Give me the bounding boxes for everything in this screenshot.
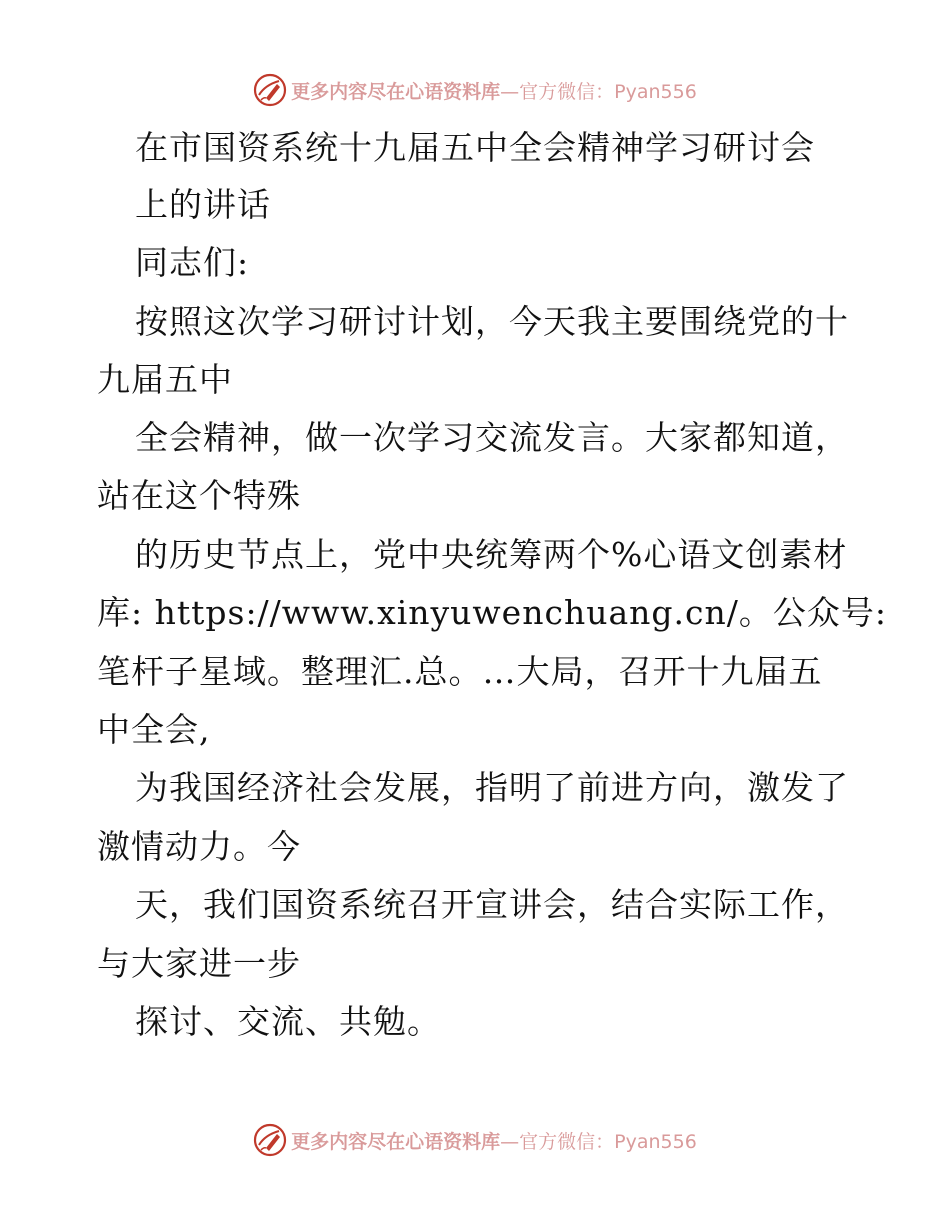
paragraph-line: 中全会, xyxy=(97,710,211,749)
salutation: 同志们: xyxy=(135,243,250,282)
paragraph-line: 按照这次学习研讨计划，今天我主要围绕党的十 xyxy=(135,302,849,341)
paragraph-line: 笔杆子星域。整理汇.总。…大局，召开十九届五 xyxy=(97,652,823,691)
paragraph-line: 库: https://www.xinyuwenchuang.cn/。公众号: xyxy=(97,593,887,632)
watermark-wechat-text: 官方微信：Pyan556 xyxy=(519,80,697,103)
pen-circle-logo-icon xyxy=(253,1123,287,1157)
header-watermark-banner xyxy=(0,70,950,110)
paragraph-line: 与大家进一步 xyxy=(97,944,301,983)
document-title-line-2: 上的讲话 xyxy=(135,185,271,224)
footer-watermark-banner xyxy=(0,1120,950,1160)
paragraph-line: 站在这个特殊 xyxy=(97,476,301,515)
paragraph-line: 全会精神，做一次学习交流发言。大家都知道， xyxy=(135,418,849,457)
paragraph-line: 天，我们国资系统召开宣讲会，结合实际工作， xyxy=(135,885,849,924)
paragraph-line: 为我国经济社会发展，指明了前进方向，激发了 xyxy=(135,768,849,807)
watermark-text xyxy=(291,77,697,104)
pen-circle-logo-icon xyxy=(253,73,287,107)
paragraph-line: 的历史节点上，党中央统筹两个%心语文创素材 xyxy=(135,535,848,574)
watermark-separator: — xyxy=(500,80,520,103)
paragraph-line: 九届五中 xyxy=(97,360,233,399)
watermark-site-text: 更多内容尽在心语资料库 xyxy=(291,80,501,103)
paragraph-line: 探讨、交流、共勉。 xyxy=(135,1002,441,1041)
paragraph-line: 激情动力。今 xyxy=(97,827,301,866)
watermark-site-text: 更多内容尽在心语资料库 xyxy=(291,1130,501,1153)
watermark-separator: — xyxy=(500,1130,520,1153)
document-title-line-1: 在市国资系统十九届五中全会精神学习研讨会 xyxy=(135,128,815,167)
watermark-text xyxy=(291,1127,697,1154)
watermark-wechat-text: 官方微信：Pyan556 xyxy=(519,1130,697,1153)
